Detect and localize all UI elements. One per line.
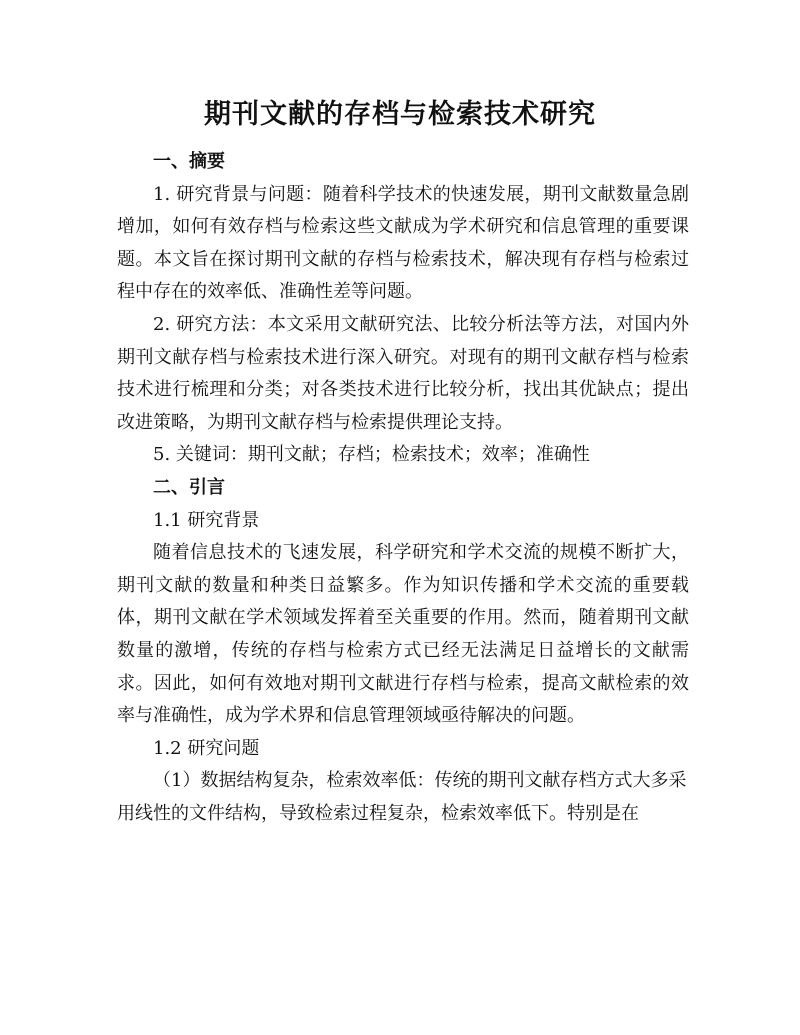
- abstract-heading: 一、摘要: [153, 151, 225, 172]
- abstract-paragraph-1: 1. 研究背景与问题：随着科学技术的快速发展，期刊文献数量急剧增加，如何有效存档与检索这些文献成为学术研究和信息管理的重要课题。本文旨在探讨期刊文献的存档与检索技术，解决现有存档与检索过程中存在的效率低、准确性差等问题。: [117, 183, 689, 303]
- document-body: [117, 146, 689, 830]
- intro-subheading-background: 1.1 研究背景: [153, 509, 260, 531]
- intro-paragraph-1: 随着信息技术的飞速发展，科学研究和学术交流的规模不断扩大，期刊文献的数量和种类日益繁多。作为知识传播和学术交流的重要载体，期刊文献在学术领域发挥着至关重要的作用。然而，随着期刊文献数量的激增，传统的存档与检索方式已经无法满足日益增长的文献需求。因此，如何有效地对期刊文献进行存档与检索，提高文献检索的效率与准确性，成为学术界和信息管理领域亟待解决的问题。: [117, 542, 689, 727]
- intro-problem-item-1: （1）数据结构复杂，检索效率低：传统的期刊文献存档方式大多采用线性的文件结构，导致检索过程复杂，检索效率低下。特别是在: [117, 770, 687, 824]
- intro-heading: 二、引言: [153, 476, 225, 498]
- abstract-keywords: 5. 关键词：期刊文献；存档；检索技术；效率；准确性: [153, 444, 590, 466]
- intro-subheading-problems: 1.2 研究问题: [153, 737, 260, 759]
- abstract-paragraph-2: 2. 研究方法：本文采用文献研究法、比较分析法等方法，对国内外期刊文献存档与检索技术进行深入研究。对现有的期刊文献存档与检索技术进行梳理和分类；对各类技术进行比较分析，找出其优缺点；提出改进策略，为期刊文献存档与检索提供理论支持。: [117, 313, 689, 433]
- document-title: 期刊文献的存档与检索技术研究: [204, 99, 596, 130]
